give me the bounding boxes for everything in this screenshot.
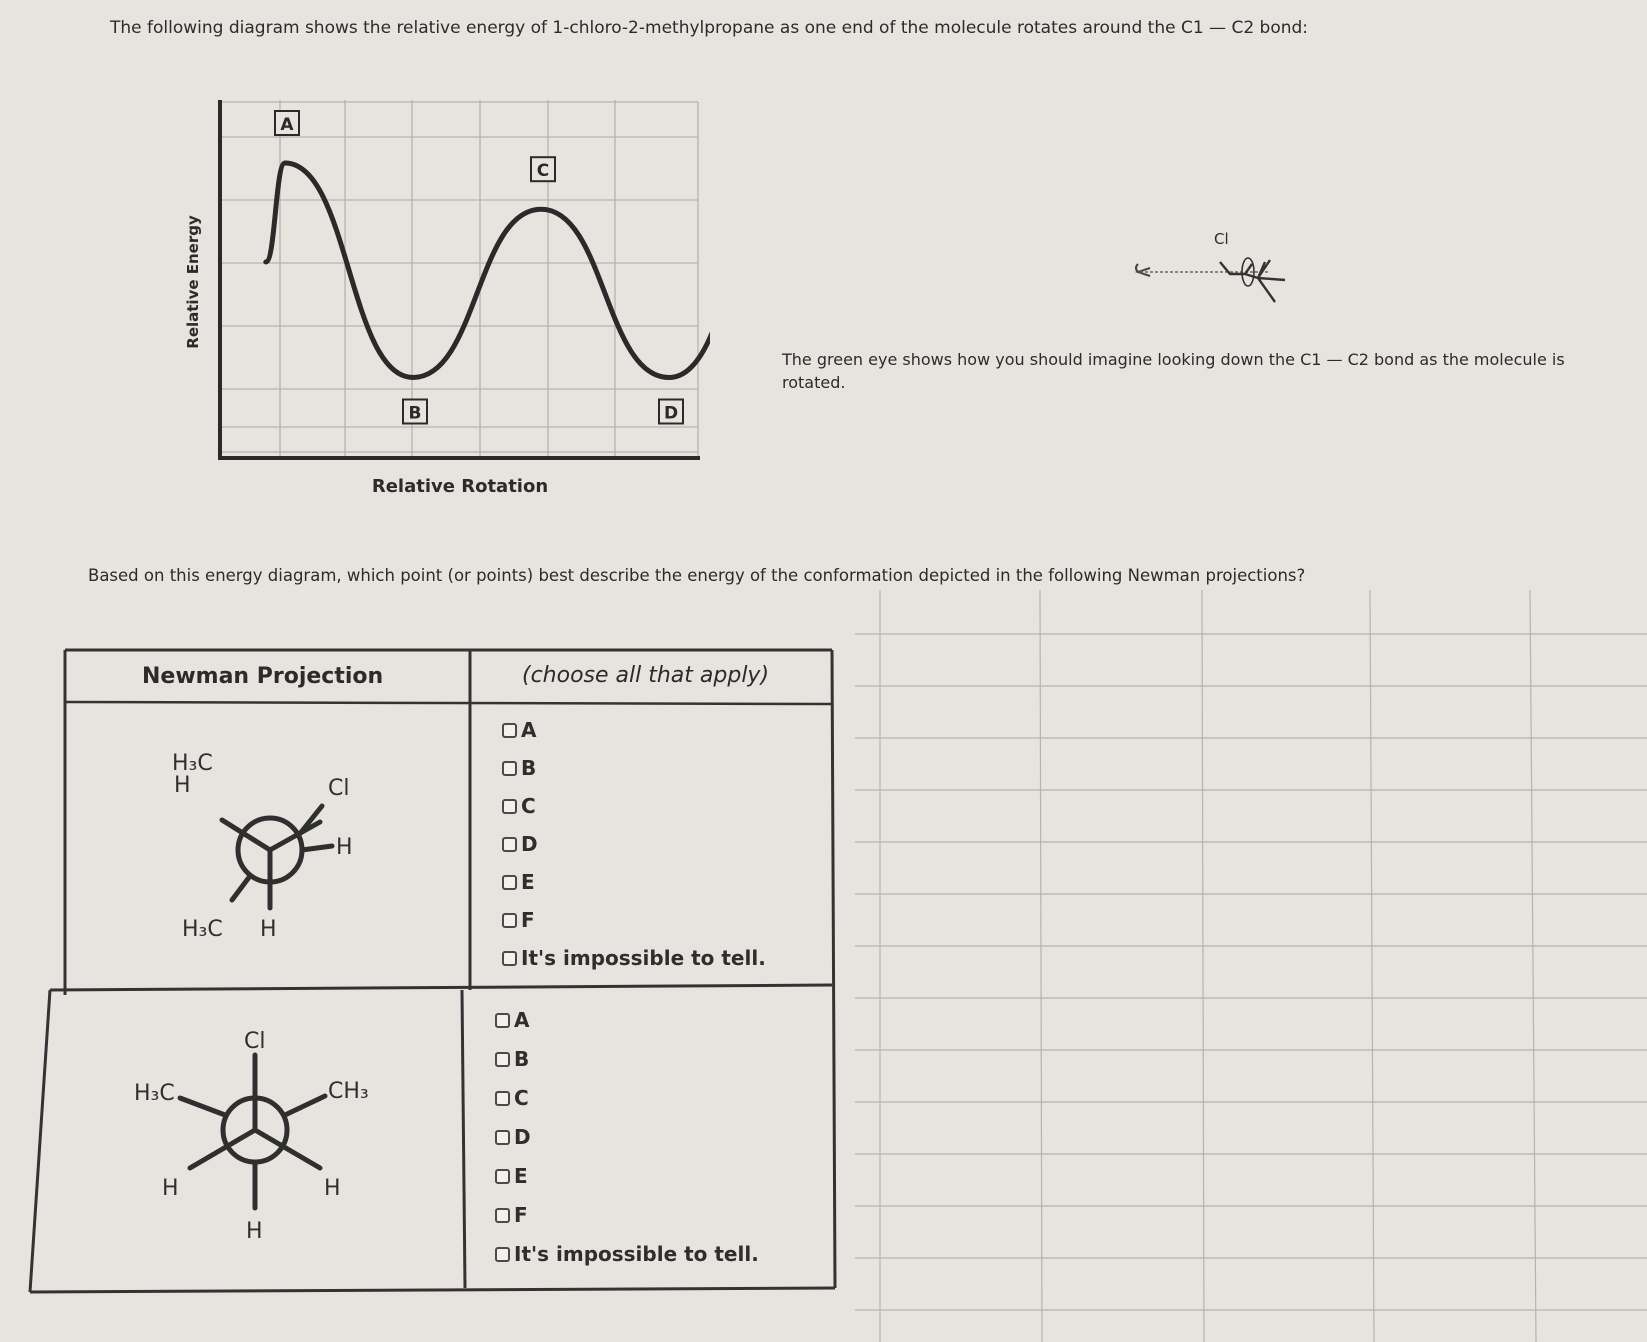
checkbox[interactable] [495,1091,510,1106]
checkbox[interactable] [495,1013,510,1028]
checkbox[interactable] [495,1052,510,1067]
newman1-h-upper: H [174,773,191,798]
option-a[interactable]: A [495,1008,529,1032]
newman2-h3c: H₃C [134,1081,175,1106]
option-impossible[interactable]: It's impossible to tell. [495,1242,759,1266]
option-d[interactable]: D [502,832,538,856]
eye-figure-cl-label: Cl [1214,230,1229,248]
point-label-text: B [408,403,422,424]
option-a[interactable]: A [502,718,536,742]
newman2-ch3: CH₃ [328,1079,369,1104]
intro-text: The following diagram shows the relative energy of 1-chloro-2-methylpropane as one end of the molecule rotates around the C1 — C2 bond: [110,18,1309,38]
point-label-a [275,111,299,135]
newman-projection-2 [120,1010,420,1260]
checkbox[interactable] [495,1169,510,1184]
newman1-h3c-bottom: H₃C [182,917,223,942]
checkbox[interactable] [502,761,517,776]
energy-curve [266,163,710,378]
point-label-d [659,400,683,424]
newman2-h-lower-right: H [324,1176,341,1201]
option-c[interactable]: C [495,1086,529,1110]
checkbox[interactable] [495,1208,510,1223]
chart-grid [220,100,698,457]
point-label-c [531,157,555,181]
option-b[interactable]: B [502,756,536,780]
checkbox[interactable] [495,1130,510,1145]
eye-bond-figure [1130,222,1330,312]
checkbox[interactable] [502,875,517,890]
option-f[interactable]: F [502,908,535,932]
point-label-text: C [536,161,550,182]
eye-note: The green eye shows how you should imagine looking down the C1 — C2 bond as the molecule is rotated. [782,350,1565,392]
checkbox[interactable] [495,1247,510,1262]
option-e[interactable]: E [502,870,535,894]
newman1-h3c-upper: H₃C [172,751,213,776]
point-label-b [403,400,427,424]
checkbox[interactable] [502,951,517,966]
checkbox[interactable] [502,723,517,738]
newman1-cl: Cl [328,776,350,801]
header-newman-projection: Newman Projection [142,664,384,689]
newman1-h-right: H [336,835,353,860]
option-f[interactable]: F [495,1203,528,1227]
point-label-text: D [663,403,679,424]
option-e[interactable]: E [495,1164,528,1188]
checkbox[interactable] [502,913,517,928]
newman2-h-bottom: H [246,1219,263,1244]
option-b[interactable]: B [495,1047,529,1071]
newman1-h-bottom: H [260,917,277,942]
option-c[interactable]: C [502,794,536,818]
newman-projection-1 [160,740,420,955]
point-label-text: A [280,115,294,135]
newman2-cl: Cl [244,1029,266,1054]
y-axis-title: Relative Energy [184,215,202,349]
background-grid [840,590,1647,1342]
header-choose-all: (choose all that apply) [522,663,770,688]
option-impossible[interactable]: It's impossible to tell. [502,946,766,970]
newman2-h-lower-left: H [162,1176,179,1201]
option-d[interactable]: D [495,1125,531,1149]
checkbox[interactable] [502,837,517,852]
eye-icon [1136,264,1150,276]
energy-chart [170,92,710,512]
x-axis-title: Relative Rotation [371,476,549,497]
checkbox[interactable] [502,799,517,814]
question-text: Based on this energy diagram, which point (or points) best describe the energy of the conformation depicted in the following Newman projections? [88,566,1306,585]
